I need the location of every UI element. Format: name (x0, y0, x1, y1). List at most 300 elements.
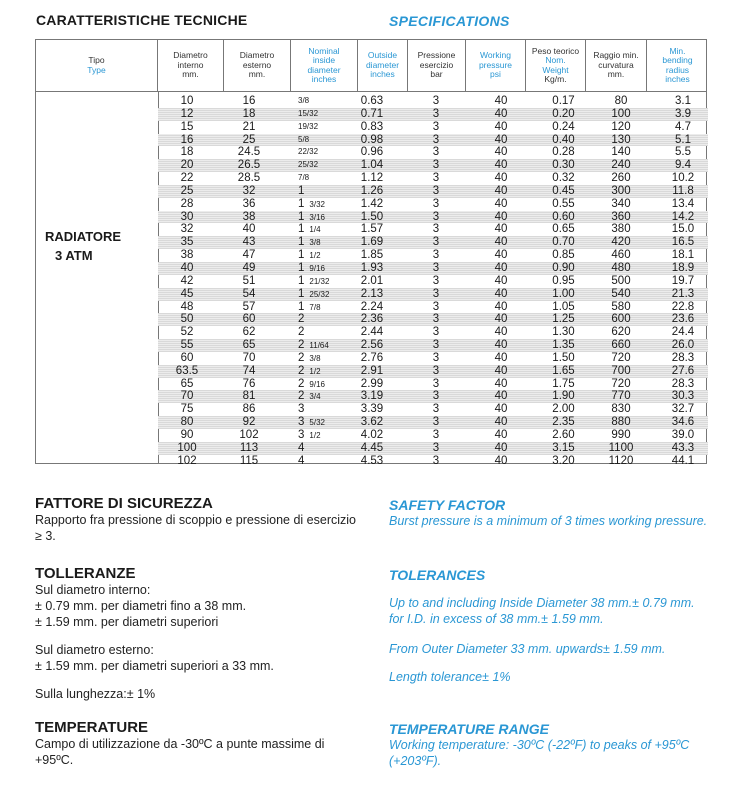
cell-di: 48 (180, 300, 194, 313)
cell-pt: 3.20 (552, 454, 575, 467)
cell-di: 38 (180, 249, 194, 262)
table-row (158, 403, 708, 416)
cell-rm: 340 (611, 197, 631, 210)
cell-nominal-diameter (286, 146, 354, 159)
cell-mb: 27.6 (671, 364, 695, 377)
nominal-fraction: 21/32 (309, 276, 330, 286)
nominal-fraction: 1/2 (309, 366, 321, 376)
cell-pt: 0.40 (552, 133, 575, 146)
cell-mb: 19.7 (671, 274, 695, 287)
column-header-line: Nominal (308, 45, 340, 56)
cell-de: 60 (242, 313, 256, 326)
cell-pe: 3 (432, 326, 440, 339)
nominal-fraction: 15/32 (298, 108, 319, 118)
cell-rm: 380 (611, 223, 631, 236)
cell-nominal-diameter (286, 352, 354, 366)
safety-title-it: FATTORE DI SICUREZZA (35, 495, 213, 512)
column-header-line: Pressione (417, 50, 456, 61)
tolerance-it-a1: ± 0.79 mm. per diametri fino a 38 mm. (35, 599, 247, 613)
cell-rm: 240 (611, 159, 631, 172)
table-row (158, 339, 708, 352)
cell-nominal-diameter (286, 339, 354, 353)
nominal-whole: 4 (298, 454, 305, 467)
cell-de: 26.5 (237, 159, 261, 172)
cell-wp: 40 (494, 223, 508, 236)
table-row (158, 326, 708, 339)
cell-od: 0.98 (360, 133, 384, 146)
cell-nominal-diameter (286, 223, 354, 237)
cell-pt: 0.60 (552, 210, 575, 223)
column-header-line: bending (662, 55, 693, 65)
nominal-fraction: 1/4 (309, 225, 321, 235)
cell-pt: 1.90 (552, 390, 575, 403)
cell-nominal-diameter (286, 211, 354, 225)
cell-wp: 40 (494, 351, 508, 364)
cell-nominal-diameter (286, 403, 354, 417)
column-header-line: inches (311, 74, 337, 84)
table-row (158, 223, 708, 236)
cell-wp: 40 (494, 210, 508, 223)
cell-de: 47 (242, 249, 256, 262)
cell-mb: 24.4 (671, 326, 695, 339)
cell-wp: 40 (494, 441, 508, 454)
cell-nominal-diameter (286, 313, 354, 327)
cell-od: 4.53 (360, 454, 384, 467)
nominal-whole: 2 (298, 390, 305, 403)
column-header-9 (647, 40, 708, 91)
cell-wp: 40 (494, 287, 508, 300)
cell-od: 2.56 (360, 339, 384, 352)
temperature-text-it-2: +95ºC. (35, 753, 74, 767)
column-header-line: Kg/m. (544, 74, 567, 84)
cell-rm: 1120 (608, 454, 634, 467)
cell-di: 16 (180, 133, 194, 146)
cell-de: 40 (242, 223, 256, 236)
table-row (158, 172, 708, 185)
cell-mb: 11.8 (672, 184, 694, 197)
tolerance-it-b0: Sul diametro esterno: (35, 643, 154, 657)
cell-od: 3.39 (360, 403, 384, 416)
nominal-fraction: 22/32 (298, 147, 319, 157)
cell-rm: 140 (611, 146, 631, 159)
column-header-line: interno (177, 59, 204, 70)
cell-od: 1.42 (360, 197, 384, 210)
cell-wp: 40 (494, 339, 508, 352)
table-row (158, 313, 708, 326)
cell-rm: 720 (611, 351, 631, 364)
temperature-text-it-1: Campo di utilizzazione da -30ºC a punte massime di (35, 737, 325, 751)
cell-od: 1.69 (360, 236, 384, 249)
cell-pe: 3 (432, 120, 440, 133)
nominal-fraction: 7/8 (309, 302, 321, 312)
cell-rm: 500 (611, 274, 631, 287)
column-header-line: mm. (182, 69, 199, 80)
cell-od: 2.01 (360, 274, 384, 287)
cell-wp: 40 (494, 454, 508, 467)
cell-rm: 990 (611, 428, 631, 441)
safety-section-it (35, 495, 356, 544)
column-header-6 (466, 40, 526, 91)
nominal-fraction: 19/32 (298, 121, 319, 131)
cell-rm: 660 (611, 339, 631, 352)
cell-de: 113 (239, 441, 259, 454)
table-row (158, 95, 708, 108)
cell-mb: 39.0 (671, 428, 695, 441)
cell-pe: 3 (432, 146, 440, 159)
cell-mb: 3.9 (675, 107, 691, 120)
cell-mb: 32.7 (671, 403, 695, 416)
cell-di: 20 (180, 159, 194, 172)
cell-pt: 2.35 (552, 416, 575, 429)
cell-pe: 3 (432, 133, 440, 146)
cell-de: 65 (242, 339, 256, 352)
table-row (158, 146, 708, 159)
cell-pe: 3 (432, 339, 440, 352)
cell-mb: 16.5 (671, 236, 695, 249)
cell-rm: 830 (611, 403, 631, 416)
cell-wp: 40 (494, 390, 508, 403)
cell-wp: 40 (494, 107, 508, 120)
column-header-line: mm. (607, 69, 625, 80)
temperature-text-en-1: Working temperature: -30ºC (-22ºF) to peaks of +95ºC (389, 738, 690, 752)
cell-di: 55 (180, 339, 194, 352)
nominal-whole: 1 (298, 184, 305, 197)
cell-wp: 40 (494, 172, 508, 185)
nominal-fraction: 3/16 (309, 212, 325, 222)
cell-de: 49 (242, 261, 256, 274)
table-row (158, 185, 708, 198)
cell-rm: 120 (611, 120, 631, 133)
cell-nominal-diameter (286, 275, 354, 289)
cell-de: 21 (242, 120, 256, 133)
tolerance-en-b: From Outer Diameter 33 mm. upwards± 1.59 mm. (389, 642, 666, 656)
cell-pe: 3 (432, 249, 440, 262)
cell-di: 42 (180, 274, 194, 287)
table-row (158, 352, 708, 365)
cell-pt: 0.30 (552, 159, 575, 172)
cell-od: 1.50 (360, 210, 384, 223)
nominal-fraction: 3/8 (309, 353, 321, 363)
cell-od: 0.96 (360, 146, 384, 159)
nominal-whole: 1 (298, 197, 305, 210)
cell-nominal-diameter (286, 326, 354, 340)
table-row (158, 275, 708, 288)
table-row (158, 236, 708, 249)
cell-od: 4.02 (360, 428, 384, 441)
cell-nominal-diameter (286, 262, 354, 276)
cell-mb: 15.0 (671, 223, 695, 236)
header-divider (36, 91, 706, 92)
cell-mb: 10.2 (671, 172, 695, 185)
column-header-line: inches (370, 69, 395, 80)
cell-mb: 44.1 (671, 454, 695, 467)
cell-od: 1.26 (360, 184, 384, 197)
cell-nominal-diameter (286, 288, 354, 302)
nominal-fraction: 1/2 (309, 251, 321, 261)
cell-pt: 0.28 (552, 146, 575, 159)
column-header-line: mm. (248, 69, 266, 80)
cell-pe: 3 (432, 261, 440, 274)
cell-di: 18 (180, 146, 194, 159)
nominal-whole: 4 (298, 441, 305, 454)
cell-mb: 30.3 (671, 390, 695, 403)
table-row (158, 378, 708, 391)
safety-text-en: Burst pressure is a minimum of 3 times working pressure. (389, 514, 708, 528)
nominal-fraction: 25/32 (298, 160, 319, 170)
cell-rm: 770 (611, 390, 631, 403)
cell-nominal-diameter (286, 429, 354, 443)
nominal-fraction: 11/64 (309, 341, 329, 351)
cell-de: 18 (242, 107, 256, 120)
cell-di: 28 (180, 197, 194, 210)
cell-od: 2.99 (360, 377, 384, 390)
cell-de: 74 (242, 364, 256, 377)
cell-di: 30 (180, 210, 194, 223)
cell-pe: 3 (432, 287, 440, 300)
cell-pe: 3 (432, 107, 440, 120)
table-body (158, 95, 708, 467)
cell-di: 45 (180, 287, 194, 300)
cell-rm: 100 (611, 107, 631, 120)
cell-rm: 300 (611, 184, 631, 197)
table-row (158, 249, 708, 262)
cell-mb: 14.2 (671, 210, 695, 223)
cell-di: 102 (177, 454, 197, 467)
cell-od: 1.57 (360, 223, 384, 236)
cell-di: 10 (180, 95, 194, 107)
cell-pe: 3 (432, 313, 440, 326)
cell-wp: 40 (494, 184, 508, 197)
nominal-whole: 1 (298, 249, 305, 262)
column-header-line: radius (665, 64, 690, 75)
cell-di: 15 (180, 120, 194, 133)
cell-pt: 0.95 (552, 274, 575, 287)
cell-rm: 130 (611, 133, 631, 146)
cell-de: 86 (242, 403, 256, 416)
cell-pt: 0.65 (552, 223, 575, 236)
cell-pe: 3 (432, 197, 440, 210)
table-row (158, 134, 708, 147)
safety-text-it-2: ≥ 3. (35, 529, 56, 543)
cell-pt: 0.45 (552, 184, 575, 197)
cell-mb: 26.0 (671, 339, 695, 352)
tolerance-it-b1: ± 1.59 mm. per diametri superiori a 33 mm. (35, 659, 274, 673)
cell-nominal-diameter (286, 442, 354, 456)
cell-mb: 18.9 (671, 261, 695, 274)
cell-pe: 3 (432, 210, 440, 223)
cell-nominal-diameter (286, 134, 354, 147)
safety-title-en: SAFETY FACTOR (389, 497, 506, 513)
cell-rm: 80 (614, 95, 628, 107)
cell-mb: 9.4 (675, 159, 691, 172)
cell-wp: 40 (494, 403, 508, 416)
column-header-line: pressure (478, 59, 513, 70)
nominal-whole: 1 (298, 261, 305, 274)
cell-mb: 22.8 (671, 300, 695, 313)
cell-de: 81 (242, 390, 256, 403)
table-row (158, 288, 708, 301)
cell-wp: 40 (494, 197, 508, 210)
nominal-whole: 2 (298, 364, 305, 377)
cell-od: 2.36 (360, 313, 384, 326)
tolerances-title-it: TOLLERANZE (35, 565, 136, 582)
cell-de: 51 (242, 274, 256, 287)
column-header-line: esterno (242, 59, 272, 70)
cell-pt: 0.90 (552, 261, 575, 274)
cell-rm: 420 (611, 236, 631, 249)
cell-od: 3.19 (360, 390, 384, 403)
nominal-whole: 2 (298, 326, 305, 339)
table-row (158, 442, 708, 455)
cell-wp: 40 (494, 416, 508, 429)
cell-wp: 40 (494, 146, 508, 159)
cell-nominal-diameter (286, 390, 354, 404)
table-row (158, 301, 708, 314)
cell-di: 80 (180, 416, 194, 429)
cell-pt: 1.75 (552, 377, 575, 390)
column-header-line: Peso teorico (531, 45, 580, 56)
cell-wp: 40 (494, 313, 508, 326)
cell-wp: 40 (494, 300, 508, 313)
column-header-line: psi (490, 69, 501, 80)
table-row (158, 455, 708, 468)
cell-od: 2.13 (360, 287, 384, 300)
temperature-title-it: TEMPERATURE (35, 719, 149, 736)
cell-di: 22 (180, 172, 194, 185)
tolerance-it-c: Sulla lunghezza:± 1% (35, 687, 156, 701)
cell-pt: 1.00 (552, 287, 575, 300)
cell-di: 75 (180, 403, 194, 416)
cell-de: 43 (242, 236, 256, 249)
cell-od: 0.83 (360, 120, 384, 133)
cell-de: 57 (242, 300, 256, 313)
cell-od: 0.63 (360, 95, 384, 107)
cell-di: 35 (180, 236, 194, 249)
cell-od: 4.45 (360, 441, 384, 454)
cell-wp: 40 (494, 133, 508, 146)
cell-od: 3.62 (360, 416, 384, 429)
cell-mb: 43.3 (671, 441, 695, 454)
nominal-whole: 2 (298, 313, 305, 326)
cell-od: 2.24 (360, 300, 384, 313)
tolerance-it-a0: Sul diametro interno: (35, 583, 151, 597)
cell-nominal-diameter (286, 198, 354, 212)
cell-wp: 40 (494, 326, 508, 339)
nominal-fraction: 1/2 (309, 430, 321, 440)
column-header-line: Min. (669, 45, 686, 56)
column-header-5 (408, 40, 466, 91)
header-tipo-it: Tipo (88, 55, 105, 65)
cell-pt: 1.50 (552, 351, 575, 364)
cell-di: 25 (180, 184, 194, 197)
cell-di: 50 (180, 313, 194, 326)
cell-di: 63.5 (175, 364, 199, 377)
cell-nominal-diameter (286, 301, 354, 315)
cell-pt: 0.32 (552, 172, 575, 185)
cell-pt: 0.55 (552, 197, 575, 210)
temperature-text-en-2: (+203ºF). (389, 754, 442, 768)
cell-mb: 13.4 (671, 197, 695, 210)
table-row (158, 416, 708, 429)
cell-pt: 0.24 (552, 120, 575, 133)
cell-wp: 40 (494, 364, 508, 377)
cell-od: 1.04 (360, 159, 384, 172)
cell-nominal-diameter (286, 95, 354, 108)
cell-nominal-diameter (286, 185, 354, 199)
cell-di: 52 (180, 326, 194, 339)
cell-pt: 1.05 (552, 300, 575, 313)
column-header-3 (291, 40, 358, 91)
cell-de: 115 (239, 454, 259, 467)
nominal-whole: 3 (298, 403, 305, 416)
cell-pt: 2.00 (552, 403, 575, 416)
tolerances-section-it (35, 565, 274, 702)
column-header-line: Weight (542, 64, 569, 75)
cell-nominal-diameter (286, 249, 354, 263)
cell-nominal-diameter (286, 378, 354, 392)
cell-wp: 40 (494, 120, 508, 133)
safety-text-it-1: Rapporto fra pressione di scoppio e pressione di esercizio (35, 513, 357, 527)
cell-pe: 3 (432, 300, 440, 313)
cell-mb: 28.3 (671, 351, 695, 364)
cell-de: 25 (242, 133, 256, 146)
table-row (158, 390, 708, 403)
cell-od: 1.12 (360, 172, 384, 185)
cell-wp: 40 (494, 159, 508, 172)
cell-nominal-diameter (286, 172, 354, 185)
column-header-line: inside (312, 55, 336, 65)
cell-pe: 3 (432, 428, 440, 441)
cell-di: 70 (180, 390, 194, 403)
nominal-whole: 2 (298, 339, 305, 352)
temperature-section-it (35, 719, 324, 768)
cell-pe: 3 (432, 390, 440, 403)
cell-pt: 0.20 (552, 107, 575, 120)
cell-nominal-diameter (286, 416, 354, 430)
nominal-whole: 3 (298, 416, 305, 429)
column-header-line: diameter (365, 59, 400, 70)
table-row (158, 121, 708, 134)
column-header-4 (358, 40, 408, 91)
table-row (158, 159, 708, 172)
column-header-line: Nom. (545, 55, 566, 65)
cell-wp: 40 (494, 95, 508, 107)
nominal-whole: 1 (298, 300, 305, 313)
cell-pe: 3 (432, 172, 440, 185)
cell-pe: 3 (432, 184, 440, 197)
nominal-fraction: 9/16 (309, 263, 325, 273)
cell-pt: 2.60 (552, 428, 575, 441)
column-header-8 (586, 40, 647, 91)
nominal-fraction: 9/16 (309, 379, 325, 389)
cell-pt: 1.30 (552, 326, 575, 339)
type-label-line2: 3 ATM (55, 248, 93, 263)
cell-mb: 23.6 (671, 313, 695, 326)
cell-de: 76 (242, 377, 256, 390)
type-label (45, 227, 121, 265)
cell-pt: 0.17 (552, 95, 575, 107)
cell-nominal-diameter (286, 455, 354, 469)
table-row (158, 365, 708, 378)
cell-mb: 4.7 (675, 120, 691, 133)
cell-rm: 480 (611, 261, 631, 274)
cell-de: 62 (242, 326, 256, 339)
table-row (158, 198, 708, 211)
cell-rm: 460 (611, 249, 631, 262)
column-header-line: curvatura (598, 59, 634, 70)
cell-pt: 1.35 (552, 339, 575, 352)
safety-section-en (389, 497, 707, 529)
